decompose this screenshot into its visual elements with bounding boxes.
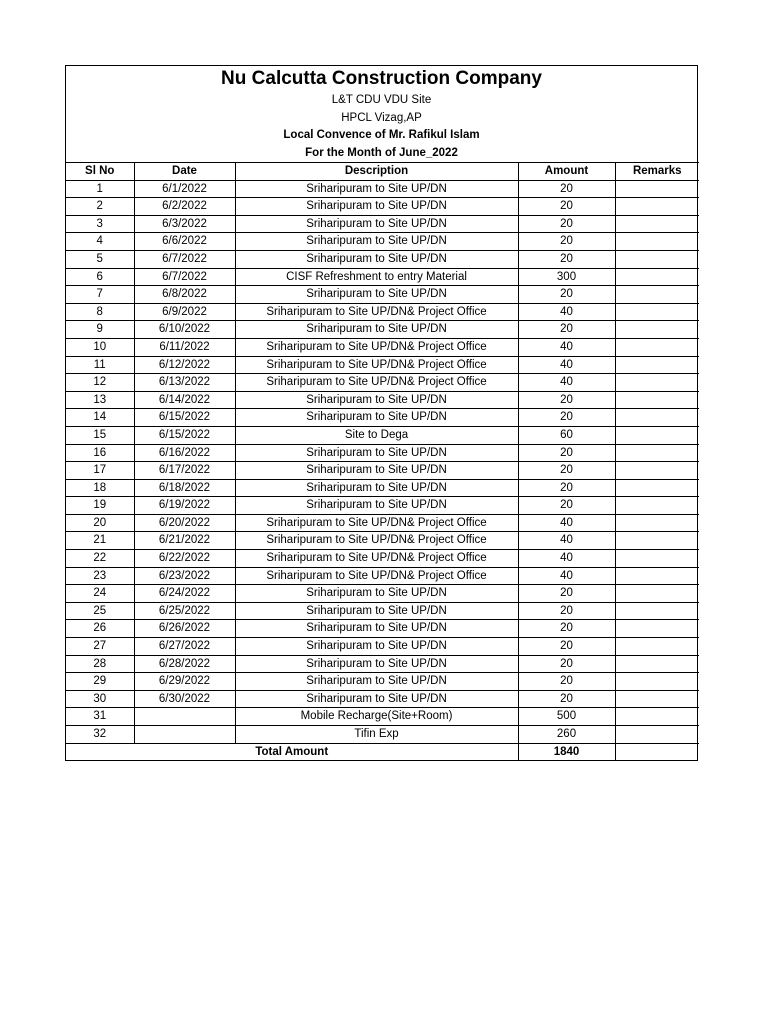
cell-sl-no: 1 bbox=[66, 180, 134, 198]
cell-description: Sriharipuram to Site UP/DN bbox=[235, 602, 518, 620]
table-row bbox=[66, 567, 699, 585]
table-row bbox=[66, 303, 699, 321]
cell-amount: 20 bbox=[518, 215, 615, 233]
table-row bbox=[66, 391, 699, 409]
table-row bbox=[66, 462, 699, 480]
table-row bbox=[66, 620, 699, 638]
company-name: Nu Calcutta Construction Company bbox=[221, 68, 542, 89]
cell-description: Sriharipuram to Site UP/DN bbox=[235, 444, 518, 462]
cell-description: Sriharipuram to Site UP/DN bbox=[235, 286, 518, 304]
cell-remarks bbox=[615, 409, 699, 427]
cell-amount: 500 bbox=[518, 708, 615, 726]
cell-description: Sriharipuram to Site UP/DN bbox=[235, 638, 518, 656]
cell-description: Sriharipuram to Site UP/DN bbox=[235, 391, 518, 409]
table-row bbox=[66, 638, 699, 656]
cell-remarks bbox=[615, 338, 699, 356]
cell-remarks bbox=[615, 391, 699, 409]
cell-sl-no: 16 bbox=[66, 444, 134, 462]
cell-description: Sriharipuram to Site UP/DN& Project Office bbox=[235, 338, 518, 356]
cell-remarks bbox=[615, 602, 699, 620]
cell-sl-no: 15 bbox=[66, 426, 134, 444]
cell-description: Sriharipuram to Site UP/DN bbox=[235, 409, 518, 427]
cell-remarks bbox=[615, 620, 699, 638]
cell-date: 6/14/2022 bbox=[134, 391, 235, 409]
cell-date: 6/7/2022 bbox=[134, 268, 235, 286]
table-row bbox=[66, 444, 699, 462]
cell-description: Sriharipuram to Site UP/DN bbox=[235, 585, 518, 603]
cell-remarks bbox=[615, 356, 699, 374]
cell-sl-no: 13 bbox=[66, 391, 134, 409]
cell-amount: 20 bbox=[518, 602, 615, 620]
cell-amount: 20 bbox=[518, 250, 615, 268]
cell-remarks bbox=[615, 514, 699, 532]
cell-sl-no: 18 bbox=[66, 479, 134, 497]
cell-sl-no: 31 bbox=[66, 708, 134, 726]
cell-amount: 20 bbox=[518, 286, 615, 304]
cell-sl-no: 20 bbox=[66, 514, 134, 532]
cell-remarks bbox=[615, 233, 699, 251]
table-row bbox=[66, 690, 699, 708]
table-row bbox=[66, 356, 699, 374]
cell-remarks bbox=[615, 585, 699, 603]
col-header-remarks: Remarks bbox=[615, 163, 699, 181]
table-row bbox=[66, 198, 699, 216]
cell-date: 6/26/2022 bbox=[134, 620, 235, 638]
cell-amount: 20 bbox=[518, 462, 615, 480]
cell-amount: 20 bbox=[518, 673, 615, 691]
col-header-amount: Amount bbox=[518, 163, 615, 181]
cell-description: Sriharipuram to Site UP/DN bbox=[235, 198, 518, 216]
cell-sl-no: 24 bbox=[66, 585, 134, 603]
cell-date: 6/7/2022 bbox=[134, 250, 235, 268]
cell-date: 6/10/2022 bbox=[134, 321, 235, 339]
table-row bbox=[66, 374, 699, 392]
cell-amount: 20 bbox=[518, 391, 615, 409]
table-row bbox=[66, 321, 699, 339]
cell-remarks bbox=[615, 198, 699, 216]
total-label: Total Amount bbox=[66, 743, 518, 760]
cell-date bbox=[134, 708, 235, 726]
cell-sl-no: 17 bbox=[66, 462, 134, 480]
cell-amount: 20 bbox=[518, 444, 615, 462]
cell-description: Sriharipuram to Site UP/DN bbox=[235, 321, 518, 339]
cell-remarks bbox=[615, 708, 699, 726]
cell-sl-no: 12 bbox=[66, 374, 134, 392]
cell-remarks bbox=[615, 303, 699, 321]
cell-remarks bbox=[615, 690, 699, 708]
cell-remarks bbox=[615, 638, 699, 656]
table-row bbox=[66, 550, 699, 568]
cell-amount: 20 bbox=[518, 585, 615, 603]
cell-date: 6/11/2022 bbox=[134, 338, 235, 356]
cell-date: 6/15/2022 bbox=[134, 409, 235, 427]
cell-remarks bbox=[615, 286, 699, 304]
cell-description: Sriharipuram to Site UP/DN bbox=[235, 620, 518, 638]
total-amount: 1840 bbox=[518, 743, 615, 760]
cell-amount: 300 bbox=[518, 268, 615, 286]
cell-remarks bbox=[615, 532, 699, 550]
cell-sl-no: 10 bbox=[66, 338, 134, 356]
cell-amount: 40 bbox=[518, 338, 615, 356]
cell-description: Sriharipuram to Site UP/DN& Project Office bbox=[235, 356, 518, 374]
expense-table bbox=[66, 162, 699, 760]
total-row bbox=[66, 743, 699, 760]
cell-sl-no: 3 bbox=[66, 215, 134, 233]
cell-sl-no: 28 bbox=[66, 655, 134, 673]
cell-amount: 20 bbox=[518, 620, 615, 638]
cell-amount: 40 bbox=[518, 567, 615, 585]
table-row bbox=[66, 426, 699, 444]
cell-remarks bbox=[615, 180, 699, 198]
table-row bbox=[66, 215, 699, 233]
cell-sl-no: 5 bbox=[66, 250, 134, 268]
table-row bbox=[66, 286, 699, 304]
cell-amount: 20 bbox=[518, 180, 615, 198]
table-row bbox=[66, 233, 699, 251]
cell-sl-no: 7 bbox=[66, 286, 134, 304]
cell-description: Sriharipuram to Site UP/DN& Project Office bbox=[235, 514, 518, 532]
cell-description: CISF Refreshment to entry Material bbox=[235, 268, 518, 286]
cell-sl-no: 27 bbox=[66, 638, 134, 656]
table-header-row bbox=[66, 163, 699, 181]
total-remarks-cell bbox=[615, 743, 699, 760]
table-row bbox=[66, 479, 699, 497]
cell-date: 6/6/2022 bbox=[134, 233, 235, 251]
cell-remarks bbox=[615, 374, 699, 392]
cell-date: 6/1/2022 bbox=[134, 180, 235, 198]
cell-sl-no: 23 bbox=[66, 567, 134, 585]
cell-amount: 40 bbox=[518, 532, 615, 550]
cell-date: 6/29/2022 bbox=[134, 673, 235, 691]
cell-sl-no: 26 bbox=[66, 620, 134, 638]
cell-date bbox=[134, 726, 235, 744]
cell-date: 6/17/2022 bbox=[134, 462, 235, 480]
cell-date: 6/13/2022 bbox=[134, 374, 235, 392]
cell-sl-no: 22 bbox=[66, 550, 134, 568]
cell-sl-no: 30 bbox=[66, 690, 134, 708]
table-row bbox=[66, 585, 699, 603]
cell-date: 6/9/2022 bbox=[134, 303, 235, 321]
cell-amount: 20 bbox=[518, 655, 615, 673]
cell-description: Sriharipuram to Site UP/DN bbox=[235, 479, 518, 497]
cell-amount: 20 bbox=[518, 638, 615, 656]
cell-sl-no: 25 bbox=[66, 602, 134, 620]
cell-description: Sriharipuram to Site UP/DN& Project Office bbox=[235, 532, 518, 550]
cell-sl-no: 21 bbox=[66, 532, 134, 550]
sheet-header bbox=[66, 66, 697, 162]
cell-amount: 40 bbox=[518, 514, 615, 532]
cell-description: Sriharipuram to Site UP/DN bbox=[235, 250, 518, 268]
table-row bbox=[66, 726, 699, 744]
cell-sl-no: 2 bbox=[66, 198, 134, 216]
cell-remarks bbox=[615, 268, 699, 286]
col-header-date: Date bbox=[134, 163, 235, 181]
cell-date: 6/30/2022 bbox=[134, 690, 235, 708]
cell-remarks bbox=[615, 321, 699, 339]
cell-description: Sriharipuram to Site UP/DN bbox=[235, 180, 518, 198]
cell-remarks bbox=[615, 673, 699, 691]
cell-sl-no: 4 bbox=[66, 233, 134, 251]
expense-sheet bbox=[65, 65, 698, 761]
cell-date: 6/15/2022 bbox=[134, 426, 235, 444]
cell-date: 6/27/2022 bbox=[134, 638, 235, 656]
cell-amount: 20 bbox=[518, 497, 615, 515]
table-row bbox=[66, 409, 699, 427]
table-row bbox=[66, 268, 699, 286]
cell-description: Sriharipuram to Site UP/DN bbox=[235, 497, 518, 515]
cell-remarks bbox=[615, 215, 699, 233]
cell-date: 6/21/2022 bbox=[134, 532, 235, 550]
cell-amount: 40 bbox=[518, 550, 615, 568]
cell-amount: 40 bbox=[518, 356, 615, 374]
col-header-sl-no: Sl No bbox=[66, 163, 134, 181]
cell-description: Sriharipuram to Site UP/DN bbox=[235, 690, 518, 708]
statement-period: For the Month of June_2022 bbox=[305, 146, 458, 159]
table-row bbox=[66, 514, 699, 532]
cell-date: 6/18/2022 bbox=[134, 479, 235, 497]
table-row bbox=[66, 250, 699, 268]
cell-remarks bbox=[615, 462, 699, 480]
cell-sl-no: 11 bbox=[66, 356, 134, 374]
cell-remarks bbox=[615, 250, 699, 268]
cell-amount: 20 bbox=[518, 321, 615, 339]
cell-date: 6/24/2022 bbox=[134, 585, 235, 603]
table-row bbox=[66, 655, 699, 673]
cell-description: Mobile Recharge(Site+Room) bbox=[235, 708, 518, 726]
cell-sl-no: 9 bbox=[66, 321, 134, 339]
cell-date: 6/8/2022 bbox=[134, 286, 235, 304]
cell-amount: 20 bbox=[518, 233, 615, 251]
cell-date: 6/2/2022 bbox=[134, 198, 235, 216]
cell-remarks bbox=[615, 726, 699, 744]
cell-remarks bbox=[615, 444, 699, 462]
cell-remarks bbox=[615, 655, 699, 673]
table-row bbox=[66, 497, 699, 515]
site-name: L&T CDU VDU Site bbox=[331, 94, 432, 106]
cell-description: Sriharipuram to Site UP/DN& Project Office bbox=[235, 550, 518, 568]
cell-description: Tifin Exp bbox=[235, 726, 518, 744]
cell-date: 6/28/2022 bbox=[134, 655, 235, 673]
cell-sl-no: 29 bbox=[66, 673, 134, 691]
cell-date: 6/25/2022 bbox=[134, 602, 235, 620]
table-row bbox=[66, 602, 699, 620]
col-header-description: Description bbox=[235, 163, 518, 181]
cell-date: 6/16/2022 bbox=[134, 444, 235, 462]
cell-description: Sriharipuram to Site UP/DN& Project Office bbox=[235, 303, 518, 321]
cell-date: 6/22/2022 bbox=[134, 550, 235, 568]
cell-description: Sriharipuram to Site UP/DN bbox=[235, 462, 518, 480]
cell-amount: 20 bbox=[518, 198, 615, 216]
cell-sl-no: 6 bbox=[66, 268, 134, 286]
statement-title: Local Convence of Mr. Rafikul Islam bbox=[283, 129, 480, 141]
table-row bbox=[66, 532, 699, 550]
cell-amount: 20 bbox=[518, 409, 615, 427]
table-body bbox=[66, 180, 699, 743]
cell-remarks bbox=[615, 497, 699, 515]
cell-amount: 20 bbox=[518, 479, 615, 497]
cell-sl-no: 8 bbox=[66, 303, 134, 321]
cell-sl-no: 14 bbox=[66, 409, 134, 427]
cell-date: 6/23/2022 bbox=[134, 567, 235, 585]
cell-description: Site to Dega bbox=[235, 426, 518, 444]
cell-description: Sriharipuram to Site UP/DN bbox=[235, 673, 518, 691]
cell-sl-no: 19 bbox=[66, 497, 134, 515]
cell-description: Sriharipuram to Site UP/DN bbox=[235, 233, 518, 251]
cell-amount: 60 bbox=[518, 426, 615, 444]
table-row bbox=[66, 338, 699, 356]
cell-description: Sriharipuram to Site UP/DN bbox=[235, 215, 518, 233]
cell-description: Sriharipuram to Site UP/DN bbox=[235, 655, 518, 673]
cell-date: 6/12/2022 bbox=[134, 356, 235, 374]
cell-remarks bbox=[615, 567, 699, 585]
table-row bbox=[66, 180, 699, 198]
site-location: HPCL Vizag,AP bbox=[341, 111, 422, 124]
cell-date: 6/3/2022 bbox=[134, 215, 235, 233]
cell-amount: 40 bbox=[518, 303, 615, 321]
cell-description: Sriharipuram to Site UP/DN& Project Office bbox=[235, 374, 518, 392]
cell-remarks bbox=[615, 550, 699, 568]
cell-amount: 260 bbox=[518, 726, 615, 744]
cell-remarks bbox=[615, 479, 699, 497]
table-row bbox=[66, 673, 699, 691]
cell-amount: 20 bbox=[518, 690, 615, 708]
cell-description: Sriharipuram to Site UP/DN& Project Office bbox=[235, 567, 518, 585]
cell-date: 6/20/2022 bbox=[134, 514, 235, 532]
cell-amount: 40 bbox=[518, 374, 615, 392]
table-row bbox=[66, 708, 699, 726]
cell-remarks bbox=[615, 426, 699, 444]
cell-sl-no: 32 bbox=[66, 726, 134, 744]
cell-date: 6/19/2022 bbox=[134, 497, 235, 515]
